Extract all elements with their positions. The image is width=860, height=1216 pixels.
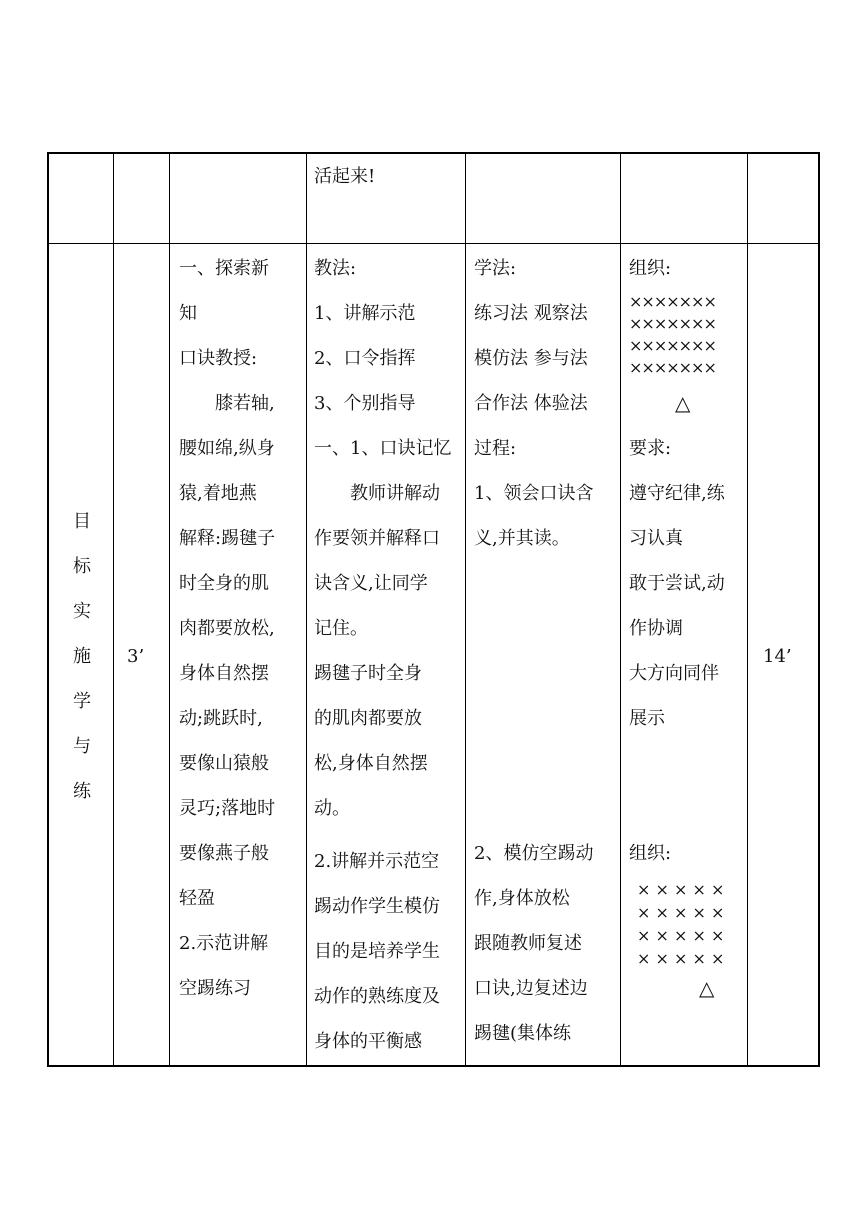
- teacher-triangle-icon: △: [675, 391, 691, 415]
- cell-content: 一、探索新 知 口诀教授: 膝若轴, 腰如绵,纵身 猿,着地燕 解释:踢毽子 时全身的肌 肉都要放松, 身体自然摆 动;跳跃时, 要像山猿般 灵巧;落地时 要像燕子般 轻盈 2.示范讲解 空踢练习: [179, 258, 276, 999]
- section-label: 目 标 实 施 学 与 练: [73, 511, 91, 802]
- org-label-2: 组织:: [629, 843, 672, 864]
- cell-teaching-method: 教法: 1、讲解示范 2、口令指挥 3、个别指导 一、1、口诀记忆 教师讲解动 作要领并解释口 诀含义,让同学 记住。 踢毽子时全身 的肌肉都要放 松,身体自然摆 动。: [314, 258, 452, 819]
- requirements: 要求: 遵守纪律,练 习认真 敢于尝试,动 作协调 大方向同伴 展示: [629, 438, 725, 729]
- column-divider: [169, 154, 170, 1065]
- org-label: 组织:: [629, 258, 672, 279]
- row-divider: [49, 243, 818, 244]
- cell-time: 3’: [127, 646, 145, 667]
- column-divider: [620, 154, 621, 1065]
- lesson-plan-table: [47, 152, 820, 1067]
- teacher-triangle-icon: △: [699, 976, 715, 1000]
- formation-diagram-2: × × × × × × × × × × × × × × × × × × × ×: [637, 880, 725, 968]
- formation-diagram: ××××××× ××××××× ××××××× ×××××××: [629, 292, 716, 377]
- cell-duration: 14’: [763, 646, 792, 667]
- cell-teaching-method-2: 2.讲解并示范空 踢动作学生模仿 目的是培养学生 动作的熟练度及 身体的平衡感: [314, 851, 440, 1052]
- cell-learning-method: 学法: 练习法 观察法 模仿法 参与法 合作法 体验法 过程: 1、领会口诀含 义,并其读。: [474, 258, 594, 549]
- cell-learning-method-2: 2、模仿空踢动 作,身体放松 跟随教师复述 口诀,边复述边 踢毽(集体练: [474, 843, 594, 1044]
- cell-row1-method: 活起来!: [314, 166, 376, 187]
- column-divider: [465, 154, 466, 1065]
- column-divider: [306, 154, 307, 1065]
- column-divider: [747, 154, 748, 1065]
